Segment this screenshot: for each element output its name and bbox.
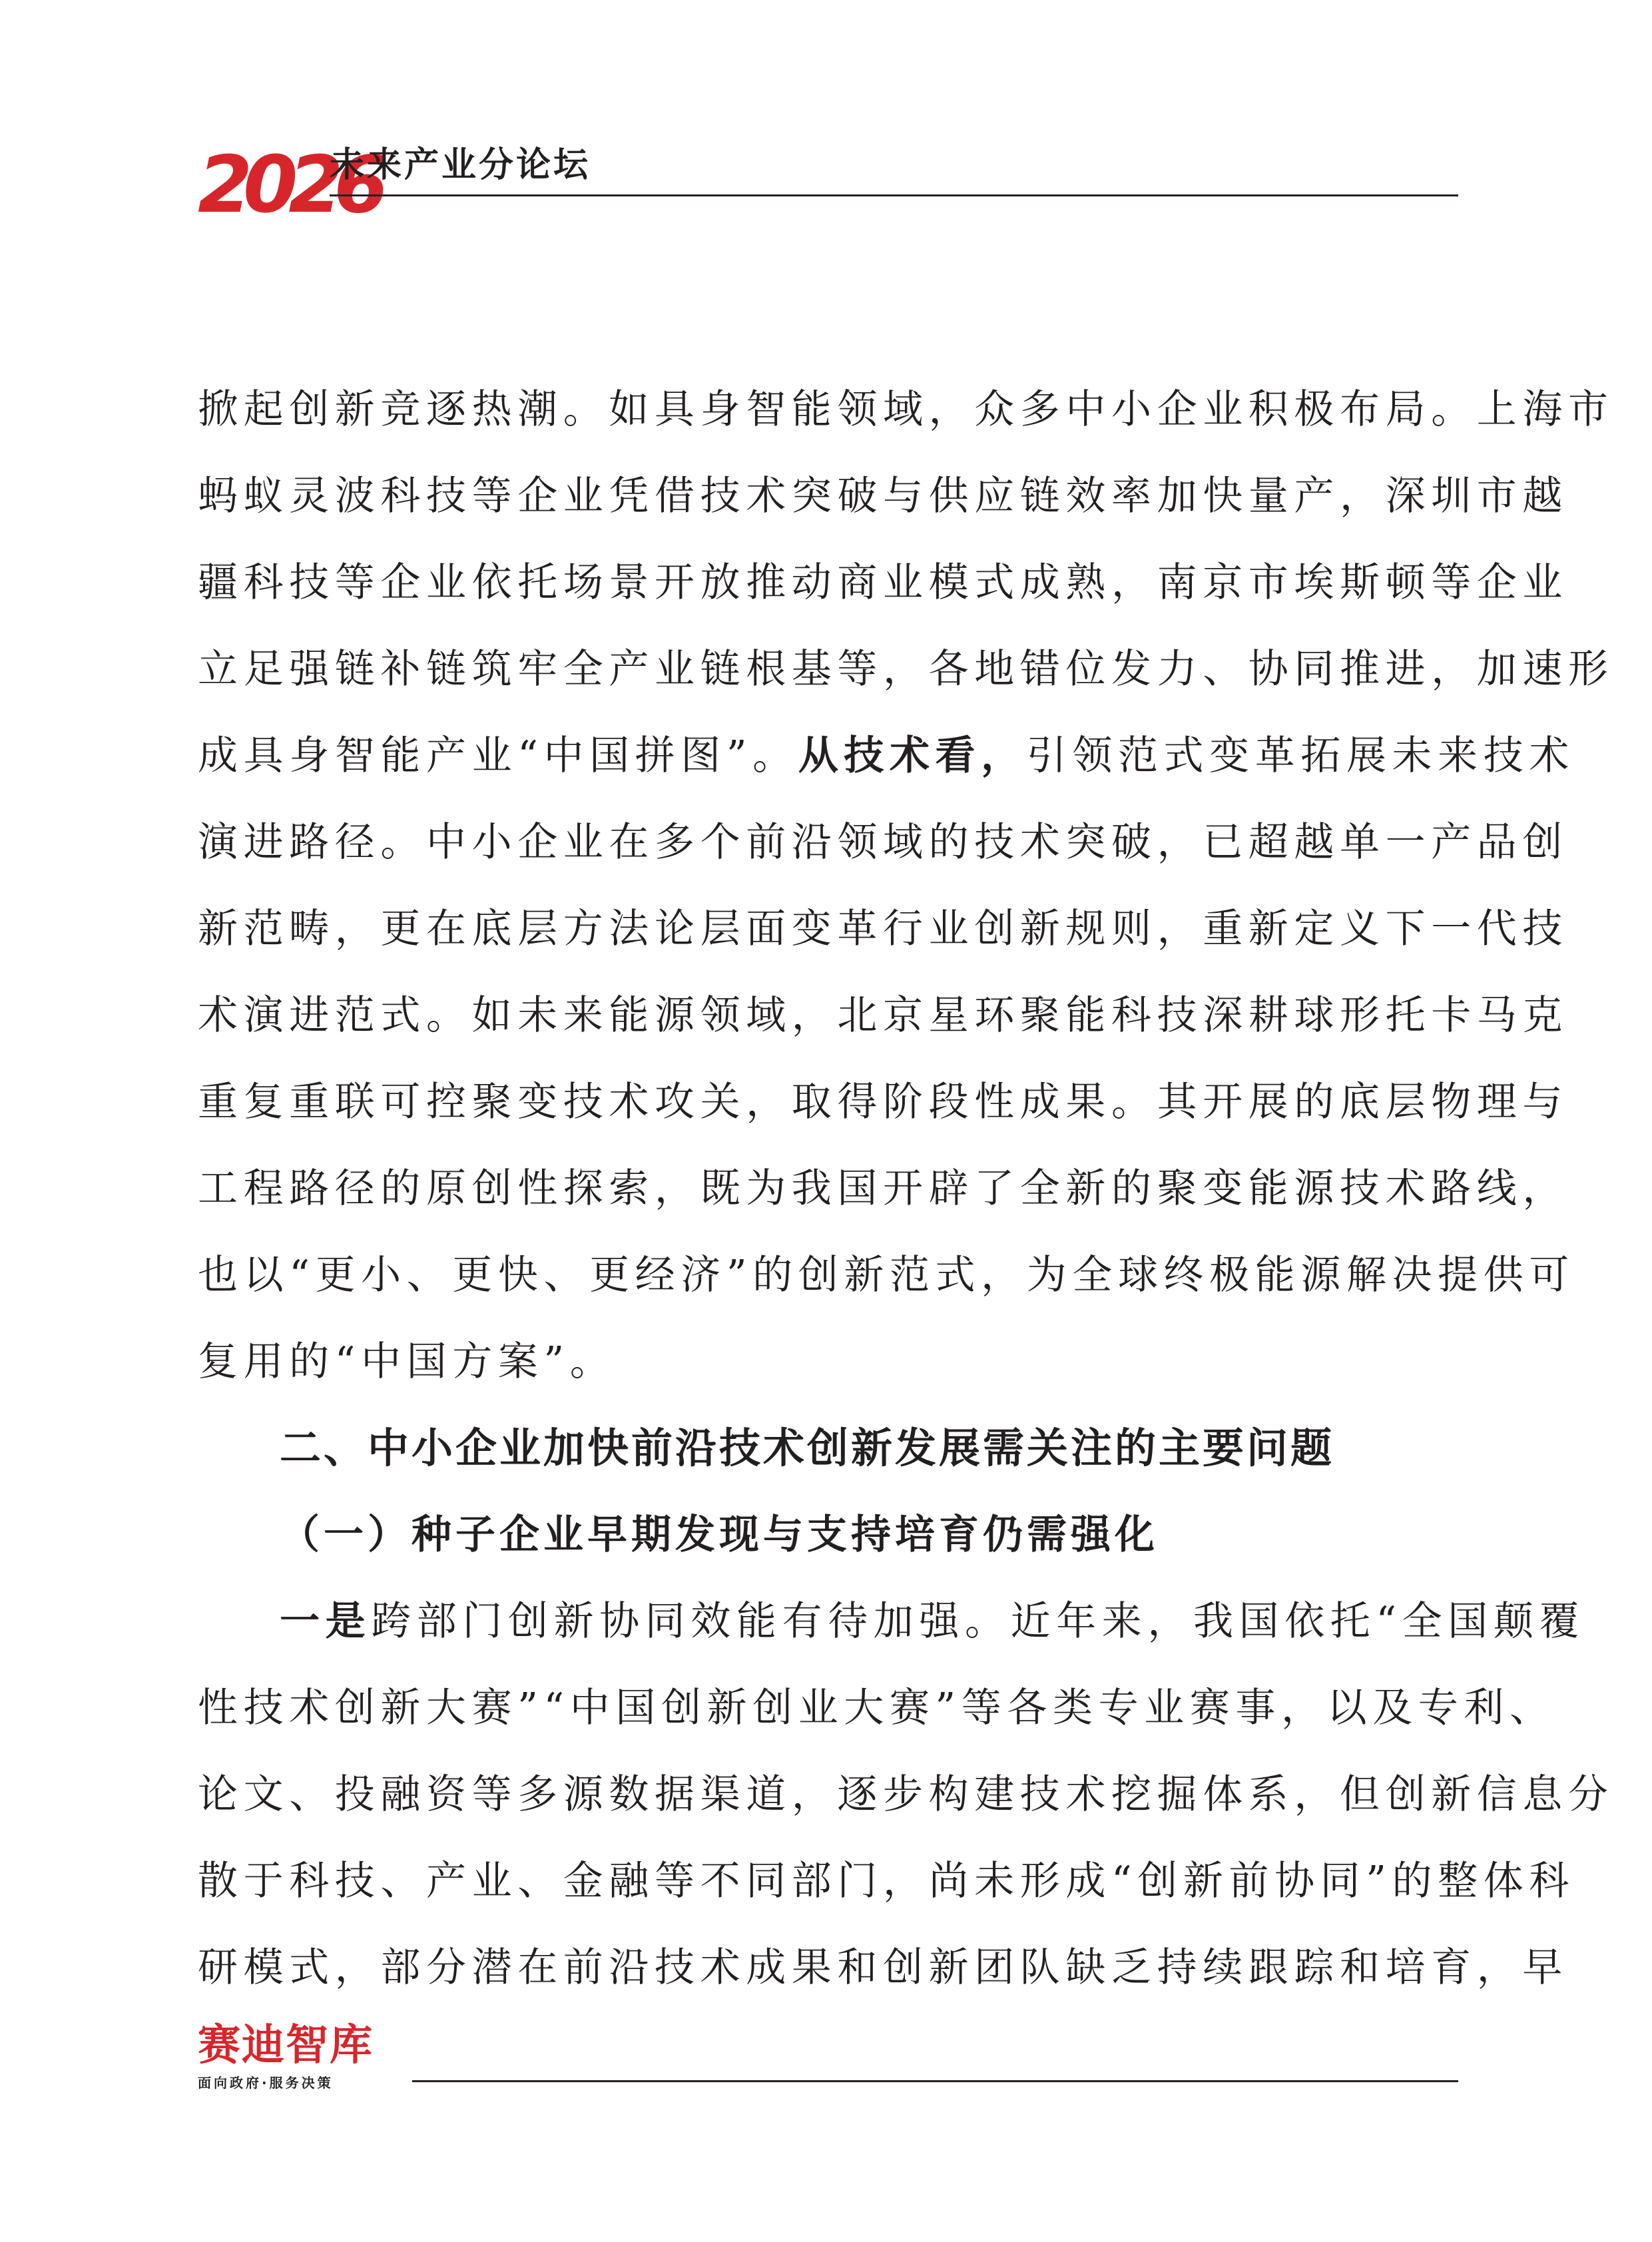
page-footer (198, 2021, 1456, 2111)
text-line: 演进路径。中小企业在多个前沿领域的技术突破，已超越单一产品创 (198, 819, 1568, 866)
brand-slogan: 面向政府·服务决策 (198, 2075, 334, 2091)
text-line: 也以“更小、更快、更经济”的创新范式，为全球终极能源解决提供可 (198, 1252, 1575, 1298)
emphasis-technology: 从技术看， (798, 732, 1027, 779)
section-heading: 二、中小企业加快前沿技术创新发展需关注的主要问题 (280, 1424, 1335, 1472)
paragraph-2 (198, 1578, 1614, 2011)
header-divider (330, 194, 1458, 196)
page-header (198, 133, 1456, 233)
paragraph-1 (198, 366, 1614, 1405)
text-line: 疆科技等企业依托场景开放推动商业模式成熟，南京市埃斯顿等企业 (198, 559, 1568, 606)
document-body (198, 366, 1614, 2011)
subsection-heading: （一）种子企业早期发现与支持培育仍需强化 (280, 1512, 1159, 1558)
forum-title: 未来产业分论坛 (330, 145, 591, 185)
text-line: 立足强链补链筑牢全产业链根基等，各地错位发力、协同推进，加速形 (198, 646, 1614, 693)
forum-year-logo: 2026 (198, 139, 380, 230)
text-segment: 成具身智能产业“中国拼图”。 (198, 732, 798, 779)
text-line (198, 712, 1575, 799)
text-line: 掀起创新竞逐热潮。如具身智能领域，众多中小企业积极布局。上海市 (198, 386, 1614, 433)
text-segment: 跨部门创新协同效能有待加强。近年来，我国依托“全国颠覆 (371, 1598, 1585, 1645)
text-line (198, 1578, 1585, 1665)
text-line: 重复重联可控聚变技术攻关，取得阶段性成果。其开展的底层物理与 (198, 1079, 1568, 1125)
text-line: 研模式，部分潜在前沿技术成果和创新团队缺乏持续跟踪和培育，早 (198, 1944, 1568, 1991)
text-line: 蚂蚁灵波科技等企业凭借技术突破与供应链效率加快量产，深圳市越 (198, 473, 1568, 519)
emphasis-lead: 一是 (280, 1598, 372, 1645)
footer-divider (412, 2080, 1458, 2082)
text-line: 复用的“中国方案”。 (198, 1338, 616, 1385)
text-line: 工程路径的原创性探索，既为我国开辟了全新的聚变能源技术路线， (198, 1165, 1568, 1212)
text-line: 散于科技、产业、金融等不同部门，尚未形成“创新前协同”的整体科 (198, 1858, 1575, 1904)
text-line: 论文、投融资等多源数据渠道，逐步构建技术挖掘体系，但创新信息分 (198, 1771, 1614, 1818)
text-line: 术演进范式。如未来能源领域，北京星环聚能科技深耕球形托卡马克 (198, 992, 1568, 1039)
text-line: 性技术创新大赛”“中国创新创业大赛”等各类专业赛事，以及专利、 (198, 1685, 1555, 1731)
text-segment: 引领范式变革拓展未来技术 (1026, 732, 1575, 779)
text-line: 新范畴，更在底层方法论层面变革行业创新规则，重新定义下一代技 (198, 906, 1568, 952)
ccid-brand-logo: 赛迪智库 (198, 2021, 374, 2070)
